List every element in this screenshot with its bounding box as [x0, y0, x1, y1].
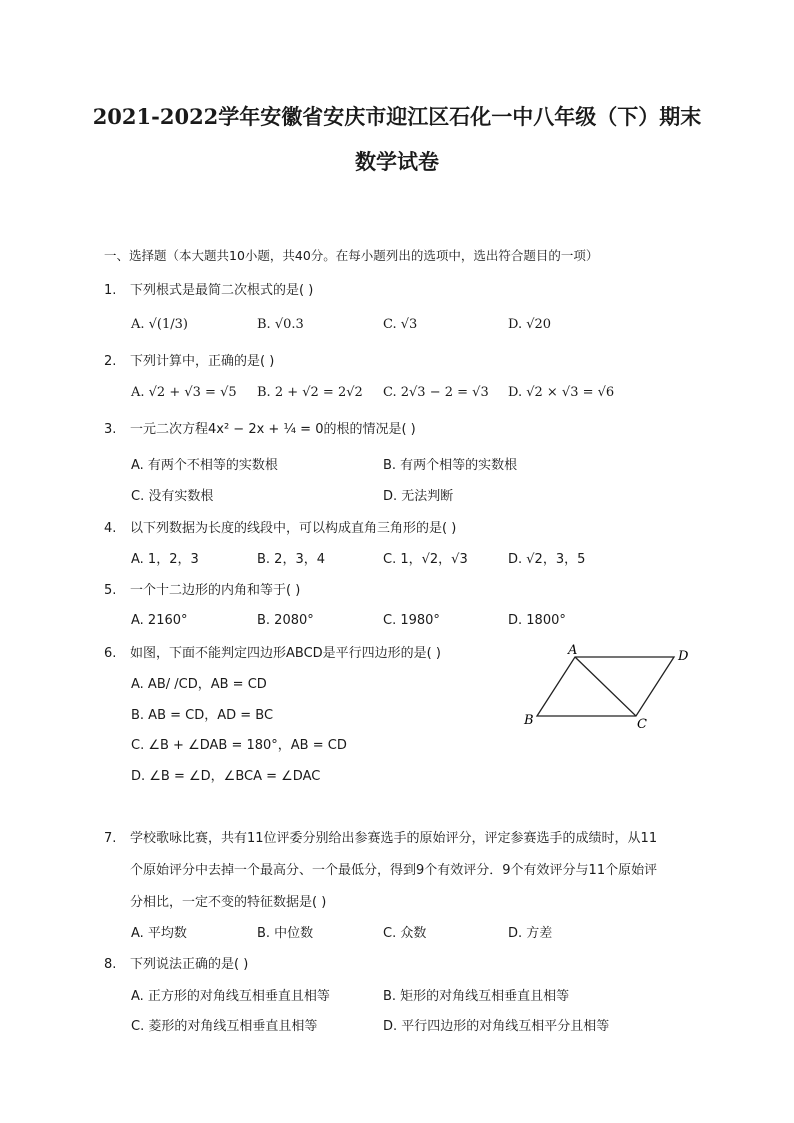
option-d: D. √20	[508, 317, 552, 332]
question-stem: 下列根式是最简二次根式的是( )	[130, 283, 314, 298]
option-b: B. 有两个相等的实数根	[383, 458, 518, 473]
option-c: C. √3	[383, 317, 418, 332]
option-b: B. √0.3	[257, 317, 304, 332]
question-number: 7.	[104, 831, 117, 846]
question-number: 8.	[104, 957, 117, 972]
option-d: D. √2，3，5	[508, 552, 586, 567]
page-title-line1: 2021-2022学年安徽省安庆市迎江区石化一中八年级（下）期末	[92, 104, 702, 129]
diagonal-ac	[575, 657, 636, 716]
option-c: C. 1980°	[383, 613, 440, 628]
question-stem: 以下列数据为长度的线段中，可以构成直角三角形的是( )	[130, 521, 457, 536]
option-d: D. √2 × √3 = √6	[508, 385, 615, 400]
option-b: B. 中位数	[257, 926, 314, 941]
question-6	[104, 645, 441, 663]
question-stem: 下列说法正确的是( )	[130, 957, 249, 972]
question-stem: 一个十二边形的内角和等于( )	[130, 583, 301, 598]
vertex-a-label: A	[568, 643, 578, 658]
option-a: A. √2 + √3 = √5	[131, 385, 237, 400]
question-7-line2: 个原始评分中去掉一个最高分、一个最低分，得到9个有效评分．9个有效评分与11个原始评	[130, 863, 658, 878]
option-a: A. √(1/3)	[131, 317, 189, 332]
option-d: D. 平行四边形的对角线互相平分且相等	[383, 1019, 610, 1034]
question-number: 3.	[104, 422, 117, 437]
question-7-line3: 分相比，一定不变的特征数据是( )	[130, 895, 327, 910]
option-c: C. ∠B + ∠DAB = 180°，AB = CD	[131, 738, 347, 753]
question-number: 1.	[104, 283, 117, 298]
question-3	[104, 421, 416, 439]
option-b: B. 2，3，4	[257, 552, 325, 567]
option-a: A. AB/ /CD，AB = CD	[131, 677, 267, 692]
question-number: 5.	[104, 583, 117, 598]
question-4	[104, 520, 456, 538]
option-a: A. 正方形的对角线互相垂直且相等	[131, 989, 330, 1004]
option-c: C. 没有实数根	[131, 489, 214, 504]
question-stem: 如图，下面不能判定四边形ABCD是平行四边形的是( )	[130, 646, 441, 661]
question-stem: 一元二次方程4x² − 2x + ¼ = 0的根的情况是( )	[130, 422, 416, 437]
option-d: D. 1800°	[508, 613, 566, 628]
option-c: C. 菱形的对角线互相垂直且相等	[131, 1019, 318, 1034]
option-c: C. 2√3 − 2 = √3	[383, 385, 489, 400]
option-a: A. 平均数	[131, 926, 187, 941]
option-a: A. 2160°	[131, 613, 188, 628]
question-number: 2.	[104, 354, 117, 369]
option-b: B. 矩形的对角线互相垂直且相等	[383, 989, 570, 1004]
option-d: D. 方差	[508, 926, 553, 941]
parallelogram-figure	[518, 640, 698, 735]
option-a: A. 1，2，3	[131, 552, 199, 567]
question-number: 6.	[104, 646, 117, 661]
question-2	[104, 353, 274, 371]
option-c: C. 众数	[383, 926, 427, 941]
vertex-c-label: C	[637, 717, 647, 732]
option-b: B. 2 + √2 = 2√2	[257, 385, 363, 400]
question-7-line1: 学校歌咏比赛，共有11位评委分别给出参赛选手的原始评分，评定参赛选手的成绩时，从11	[130, 831, 658, 846]
option-d: D. 无法判断	[383, 489, 454, 504]
question-5	[104, 582, 300, 600]
option-c: C. 1，√2，√3	[383, 552, 468, 567]
option-a: A. 有两个不相等的实数根	[131, 458, 278, 473]
option-b: B. AB = CD，AD = BC	[131, 708, 274, 723]
question-8	[104, 956, 248, 974]
vertex-b-label: B	[524, 713, 534, 728]
vertex-d-label: D	[678, 649, 689, 664]
page-title-line2: 数学试卷	[355, 149, 439, 174]
option-b: B. 2080°	[257, 613, 314, 628]
question-7-number-holder	[104, 830, 130, 848]
section-heading: 一、选择题（本大题共10小题，共40分。在每小题列出的选项中，选出符合题目的一项）	[104, 248, 599, 263]
option-d: D. ∠B = ∠D，∠BCA = ∠DAC	[131, 769, 321, 784]
question-1	[104, 282, 313, 300]
question-number: 4.	[104, 521, 117, 536]
question-stem: 下列计算中，正确的是( )	[130, 354, 275, 369]
